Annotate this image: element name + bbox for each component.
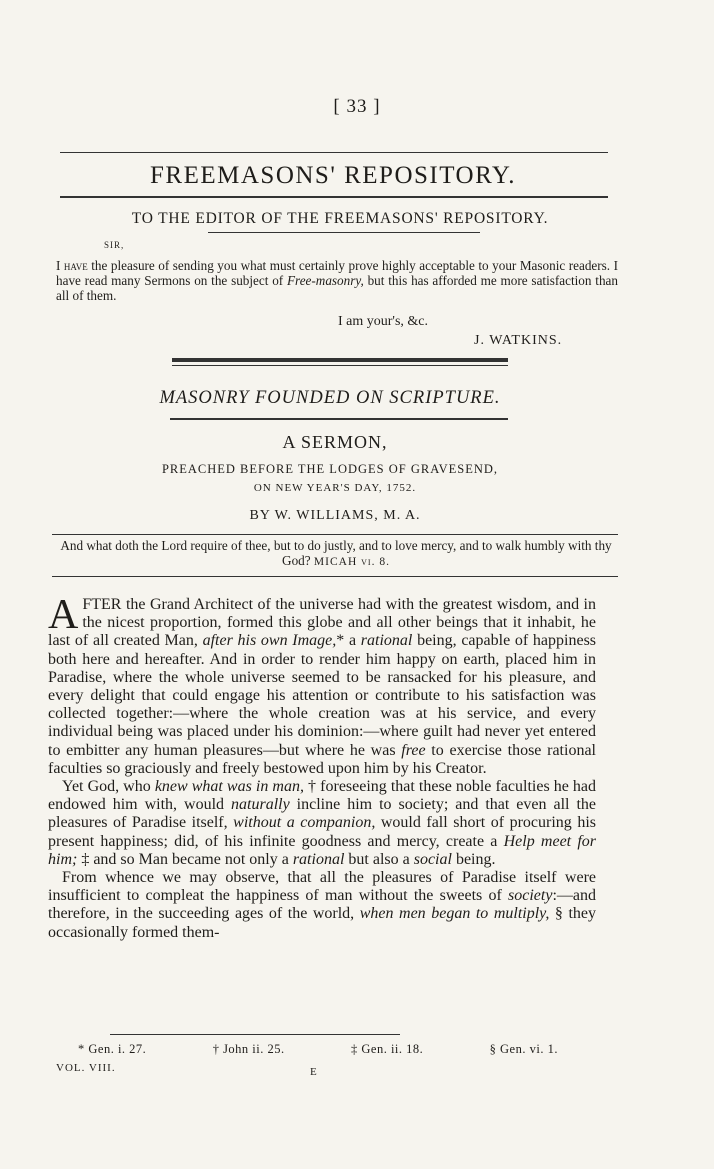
text-run: From whence we may observe, that all the pleasures of Paradise itself were insufficient to compleat the happiness of man without the sweets of [48, 869, 596, 905]
italic-run: knew what was in man, [154, 778, 304, 796]
text-run: being. [451, 850, 496, 868]
preached-line: PREACHED BEFORE THE LODGES OF GRAVESEND, [161, 462, 499, 476]
double-rule-top [172, 358, 508, 362]
letter-opening: I have [56, 258, 88, 273]
title-rule [60, 196, 608, 198]
text-run: § they occasionally formed them- [48, 905, 597, 941]
date-line: ON NEW YEAR'S DAY, 1752. [253, 482, 417, 494]
top-rule [60, 152, 608, 153]
text-run: would fall short of procuring his present happiness; did, of his infinite goodness and mercy, create a [48, 814, 597, 850]
letter-signature: J. WATKINS. [474, 333, 563, 348]
letter-italic: Free-masonry, [287, 273, 364, 288]
letter-closing: I am your's, &c. [338, 314, 429, 329]
letter-text-part: but this has afforded me more satisfaction than all of them. [56, 273, 618, 303]
text-run: being, capable of happiness both here and hereafter. And in order to render him happy on earth, placed him in Paradise, where the whole universe seemed to be ransacked for his pleasure, and every delight that could engage his attention or contribute to his satisfaction was collected together:—where the whole creation was at his service, and every individual being was placed under his dominion:—where guilt had never yet entered to embitter any human pleasures—but where he was [48, 632, 597, 759]
letter-text [56, 258, 618, 303]
sermon-body [48, 592, 597, 942]
footnotes [78, 1042, 558, 1057]
editor-heading: TO THE EDITOR OF THE FREEMASONS' REPOSITORY. [131, 210, 549, 227]
text-run: * a [336, 632, 361, 650]
text-run: :—and therefore, in the succeeding ages of the world, [48, 887, 596, 923]
italic-run: when men began to multiply, [359, 905, 550, 923]
text-run: † foreseeing that these noble faculties he had endowed him with, would [48, 778, 597, 814]
signature-mark: E [310, 1066, 317, 1078]
footnote: ‡ Gen. ii. 18. [351, 1042, 424, 1056]
journal-title: FREEMASONS' REPOSITORY. [150, 162, 516, 189]
page-number: [ 33 ] [333, 96, 381, 117]
footnote: § Gen. vi. 1. [489, 1042, 558, 1056]
italic-run: naturally [231, 796, 290, 814]
motto-rule-bottom [52, 576, 618, 577]
footnote-rule [110, 1034, 400, 1035]
text-run: FTER the Grand Architect of the universe had with the greatest wisdom, and in the nicest proportion, formed this globe and all other beings that it inhabit, he last of all created Man, [48, 596, 596, 650]
italic-run: after his own Image, [202, 632, 337, 650]
motto-rule-top [52, 534, 618, 535]
footnote: * Gen. i. 27. [78, 1042, 147, 1056]
italic-run: free [401, 741, 426, 759]
italic-run: society [508, 887, 553, 905]
motto-text: And what doth the Lord require of thee, but to do justly, and to love mercy, and to walk humbly with thy God? [60, 538, 612, 568]
italic-run: rational [292, 850, 345, 868]
text-run: to exercise those rational faculties so graciously and freely bestowed upon him by his Creator. [48, 741, 596, 777]
text-run: but also a [344, 850, 414, 868]
italic-run: without a companion, [233, 814, 376, 832]
paragraph-2 [48, 778, 596, 869]
drop-cap: A [48, 592, 79, 638]
italic-run: social [413, 850, 452, 868]
article-title-rule [170, 418, 508, 420]
text-run: incline him to society; and that even all the pleasures of Paradise itself, [48, 796, 597, 832]
article-title: MASONRY FOUNDED ON SCRIPTURE. [159, 388, 501, 408]
text-run: Yet God, who [62, 778, 155, 796]
scripture-motto [50, 538, 622, 570]
italic-run: Help meet for him; [48, 832, 597, 868]
paragraph-3 [48, 869, 596, 942]
italic-run: rational [360, 632, 413, 650]
author-line: BY W. WILLIAMS, M. A. [249, 508, 421, 523]
paragraph-1 [48, 592, 597, 778]
salutation: SIR, [104, 240, 125, 250]
sermon-heading: A SERMON, [282, 432, 388, 452]
text-run: ‡ and so Man became not only a [77, 850, 293, 868]
volume-mark: VOL. VIII. [56, 1062, 116, 1074]
footnote: † John ii. 25. [212, 1042, 285, 1056]
motto-reference: MICAH vi. 8. [313, 556, 390, 568]
double-rule-bottom [172, 365, 508, 366]
letter-text-part: the pleasure of sending you what must certainly prove highly acceptable to your Masonic readers. I have read many Sermons on the subject of [56, 258, 618, 288]
editor-underline [208, 232, 480, 233]
